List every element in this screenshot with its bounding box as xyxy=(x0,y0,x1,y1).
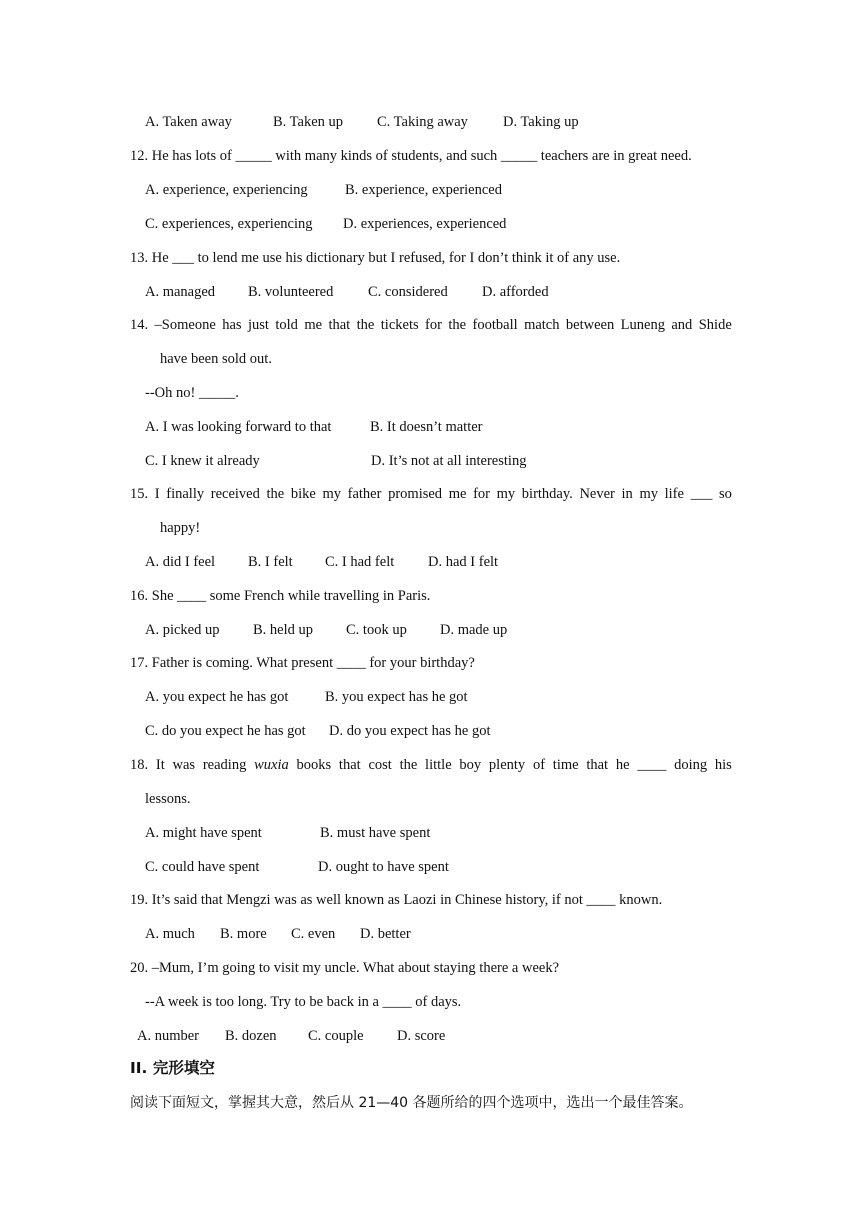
q12-option-d: D. experiences, experienced xyxy=(343,216,507,232)
q20-option-b: B. dozen xyxy=(225,1028,277,1044)
q15-option-a: A. did I feel xyxy=(145,554,216,570)
q14-option-d: D. It’s not at all interesting xyxy=(371,453,527,469)
q18-stem-continuation: lessons. xyxy=(145,791,191,807)
q19-stem: 19. It’s said that Mengzi was as well known as Laozi in Chinese history, if not ____ known. xyxy=(130,892,663,908)
q20-option-a: A. number xyxy=(137,1028,200,1044)
q17-option-c: C. do you expect he has got xyxy=(145,723,306,739)
q11-option-b: B. Taken up xyxy=(273,114,344,130)
q15-option-c: C. I had felt xyxy=(325,554,395,570)
q18-italic-word: wuxia xyxy=(254,757,289,773)
q12-option-c: C. experiences, experiencing xyxy=(145,216,313,232)
q16-option-d: D. made up xyxy=(440,622,508,638)
q18-option-a: A. might have spent xyxy=(145,825,262,841)
q16-option-b: B. held up xyxy=(253,622,314,638)
q15-stem-continuation: happy! xyxy=(160,520,201,536)
q19-option-d: D. better xyxy=(360,926,411,942)
q15-option-b: B. I felt xyxy=(248,554,293,570)
q13-stem: 13. He ___ to lend me use his dictionary but I refused, for I don’t think it of any use. xyxy=(130,250,621,266)
q16-option-c: C. took up xyxy=(346,622,407,638)
section-heading: II. 完形填空 xyxy=(130,1059,215,1077)
q19-option-c: C. even xyxy=(291,926,336,942)
q12-stem: 12. He has lots of _____ with many kinds of students, and such _____ teachers are in great need. xyxy=(130,148,692,164)
q17-stem: 17. Father is coming. What present ____ for your birthday? xyxy=(130,655,475,671)
q14-option-c: C. I knew it already xyxy=(145,453,260,469)
q14-option-b: B. It doesn’t matter xyxy=(370,419,483,435)
q14-stem: 14. –Someone has just told me that the tickets for the football match between Luneng and Shide xyxy=(130,317,732,333)
q14-stem-continuation: have been sold out. xyxy=(160,351,272,367)
q15-stem: 15. I finally received the bike my father promised me for my birthday. Never in my life ___ so xyxy=(130,486,732,502)
section-instruction: 阅读下面短文，掌握其大意，然后从 21—40 各题所给的四个选项中，选出一个最佳答案。 xyxy=(130,1095,693,1111)
q16-option-a: A. picked up xyxy=(145,622,220,638)
q20-reply: --A week is too long. Try to be back in a ____ of days. xyxy=(145,994,462,1010)
q15-option-d: D. had I felt xyxy=(428,554,499,570)
q14-option-a: A. I was looking forward to that xyxy=(145,419,332,435)
q18-option-d: D. ought to have spent xyxy=(318,859,449,875)
q13-option-d: D. afforded xyxy=(482,284,549,300)
q11-option-d: D. Taking up xyxy=(503,114,579,130)
q16-stem: 16. She ____ some French while travelling in Paris. xyxy=(130,588,431,604)
q18-option-b: B. must have spent xyxy=(320,825,431,841)
q11-option-a: A. Taken away xyxy=(145,114,232,130)
q12-option-a: A. experience, experiencing xyxy=(145,182,308,198)
q13-option-b: B. volunteered xyxy=(248,284,334,300)
q17-option-b: B. you expect has he got xyxy=(325,689,468,705)
q20-stem: 20. –Mum, I’m going to visit my uncle. What about staying there a week? xyxy=(130,960,560,976)
q17-option-a: A. you expect he has got xyxy=(145,689,289,705)
q18-stem: 18. It was reading wuxia books that cost the little boy plenty of time that he ____ doing his xyxy=(130,757,732,773)
q18-option-c: C. could have spent xyxy=(145,859,260,875)
q19-option-b: B. more xyxy=(220,926,267,942)
q11-option-c: C. Taking away xyxy=(377,114,468,130)
q14-reply: --Oh no! _____. xyxy=(145,385,239,401)
q12-option-b: B. experience, experienced xyxy=(345,182,502,198)
q13-option-a: A. managed xyxy=(145,284,216,300)
q20-option-d: D. score xyxy=(397,1028,446,1044)
q19-option-a: A. much xyxy=(145,926,195,942)
q13-option-c: C. considered xyxy=(368,284,448,300)
q20-option-c: C. couple xyxy=(308,1028,364,1044)
q17-option-d: D. do you expect has he got xyxy=(329,723,491,739)
